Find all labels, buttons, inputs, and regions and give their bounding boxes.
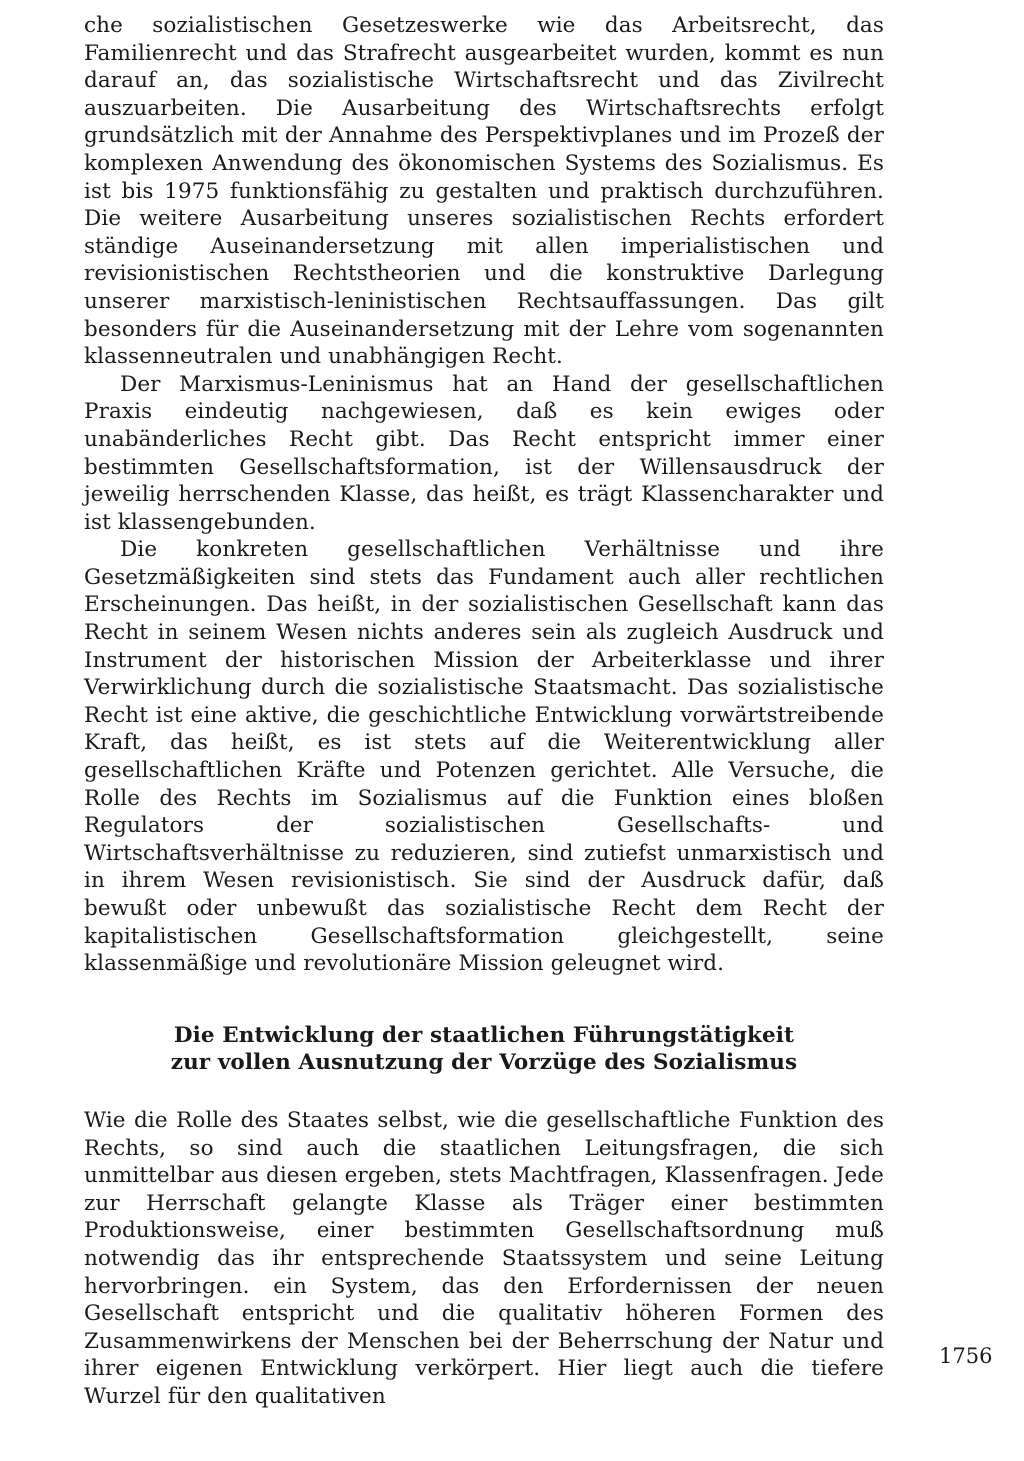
paragraph-4: Wie die Rolle des Staates selbst, wie die gesellschaftliche Funktion des Rechts, so sind auch die staatlichen Leitungsfragen, die sich unmittelbar aus diesen ergeben, stets Machtfragen, Klassenfragen. Jede zur Herrschaft gelangte Klasse als Träger einer bestimmten Produktionsweise, einer bestimmten Gesellschaftsordnung muß notwendig das ihr entsprechende Staatssystem und seine Leitung hervorbringen. ein System, das den Erfordernissen der neuen Gesellschaft entspricht und die qualitativ höheren Formen des Zusammenwirkens der Menschen bei der Beherrschung der Natur und ihrer eigenen Entwicklung verkörpert. Hier liegt auch die tiefere Wurzel für den qualitativen <box>84 1107 884 1409</box>
page-number: 1756 <box>939 1344 993 1368</box>
paragraph-1: che sozialistischen Gesetzeswerke wie das Arbeitsrecht, das Familienrecht und das Strafrecht ausgearbeitet wurden, kommt es nun darauf an, das sozialistische Wirtschaftsrecht und das Zivilrecht auszuarbeiten. Die Ausarbeitung des Wirtschaftsrechts erfolgt grundsätzlich mit der Annahme des Perspektivplanes und im Prozeß der komplexen Anwendung des ökonomischen Systems des Sozialismus. Es ist bis 1975 funktionsfähig zu gestalten und praktisch durchzuführen. Die weitere Ausarbeitung unseres sozialistischen Rechts erfordert ständige Auseinandersetzung mit allen imperialistischen und revisionistischen Rechtstheorien und die konstruktive Darlegung unserer marxistisch-leninistischen Rechtsauffassungen. Das gilt besonders für die Auseinandersetzung mit der Lehre vom sogenannten klassenneutralen und unabhängigen Recht. <box>84 13 884 370</box>
paragraph-2: Der Marxismus-Leninismus hat an Hand der gesellschaftlichen Praxis eindeutig nachgewiesen, daß es kein ewiges oder unabänderliches Recht gibt. Das Recht entspricht immer einer bestimmten Gesellschaftsformation, ist der Willensausdruck der jeweilig herrschenden Klasse, das heißt, es trägt Klassencharakter und ist klassengebunden. <box>84 371 884 535</box>
page-body <box>84 12 884 1411</box>
section-heading-line-2: zur vollen Ausnutzung der Vorzüge des Sozialismus <box>170 1050 798 1076</box>
paragraph-3: Die konkreten gesellschaftlichen Verhältnisse und ihre Gesetzmäßigkeiten sind stets das Fundament auch aller rechtlichen Erscheinungen. Das heißt, in der sozialistischen Gesellschaft kann das Recht in seinem Wesen nichts anderes sein als zugleich Ausdruck und Instrument der historischen Mission der Arbeiterklasse und ihrer Verwirklichung durch die sozialistische Staatsmacht. Das sozialistische Recht ist eine aktive, die geschichtliche Entwicklung vorwärtstreibende Kraft, das heißt, es ist stets auf die Weiterentwicklung aller gesellschaftlichen Kräfte und Potenzen gerichtet. Alle Versuche, die Rolle des Rechts im Sozialismus auf die Funktion eines bloßen Regulators der sozialistischen Gesellschafts- und Wirtschaftsverhältnisse zu reduzieren, sind zutiefst unmarxistisch und in ihrem Wesen revisionistisch. Sie sind der Ausdruck dafür, daß bewußt oder unbewußt das sozialistische Recht dem Recht der kapitalistischen Gesellschaftsformation gleichgestellt, seine klassenmäßige und revolutionäre Mission geleugnet wird. <box>84 537 884 977</box>
section-heading-line-1: Die Entwicklung der staatlichen Führungstätigkeit <box>173 1022 795 1048</box>
section-heading <box>84 1022 884 1077</box>
